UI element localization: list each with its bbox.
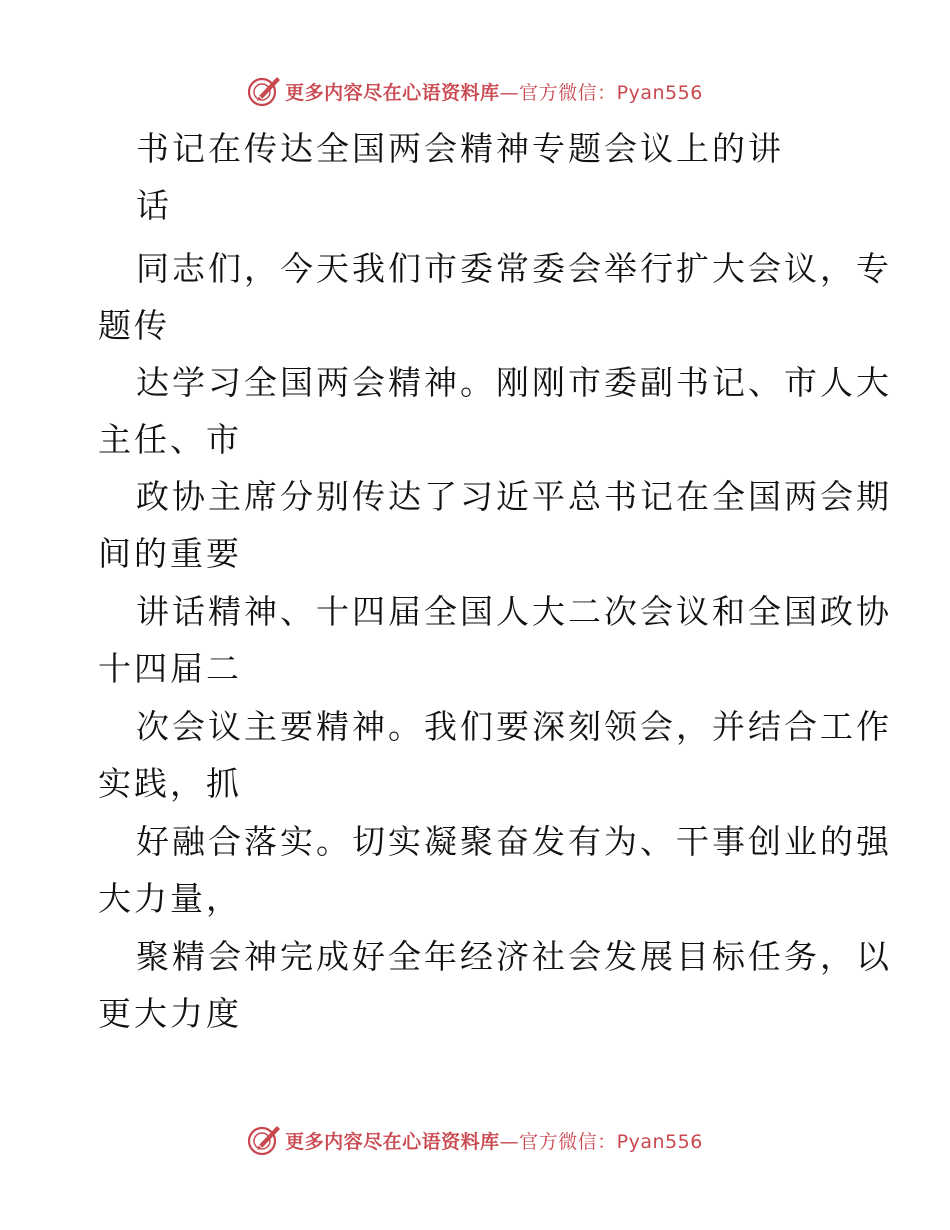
footer-banner-main: 更多内容尽在心语资料库 [285, 1130, 500, 1153]
speech-title-line-1: 书记在传达全国两会精神专题会议上的讲 [136, 129, 784, 168]
paragraph-line: 间的重要 [98, 534, 242, 573]
paragraph-line: 更大力度 [98, 994, 242, 1033]
footer-banner-wechat: —官方微信：Pyan556 [499, 1130, 703, 1153]
speech-title-line-2: 话 [136, 186, 172, 225]
paragraph-line: 达学习全国两会精神。刚刚市委副书记、市人大 [136, 363, 892, 402]
paragraph-line: 同志们，今天我们市委常委会举行扩大会议，专 [136, 249, 892, 288]
paragraph-line: 好融合落实。切实凝聚奋发有为、干事创业的强 [136, 822, 892, 861]
paragraph-line: 题传 [98, 306, 170, 345]
paragraph-line: 实践，抓 [98, 764, 242, 803]
paragraph-line: 主任、市 [98, 420, 242, 459]
quill-logo-icon [247, 74, 281, 108]
paragraph-line: 大力量， [98, 879, 242, 918]
header-banner-main: 更多内容尽在心语资料库 [285, 81, 500, 104]
paragraph-line: 十四届二 [98, 649, 242, 688]
paragraph-line: 聚精会神完成好全年经济社会发展目标任务，以 [136, 937, 892, 976]
header-banner-wechat: —官方微信：Pyan556 [499, 81, 703, 104]
paragraph-line: 讲话精神、十四届全国人大二次会议和全国政协 [136, 592, 892, 631]
footer-watermark-banner [0, 1120, 950, 1160]
header-watermark-banner [0, 71, 950, 111]
paragraph-line: 次会议主要精神。我们要深刻领会，并结合工作 [136, 707, 892, 746]
quill-logo-icon [247, 1123, 281, 1157]
paragraph-line: 政协主席分别传达了习近平总书记在全国两会期 [136, 477, 892, 516]
